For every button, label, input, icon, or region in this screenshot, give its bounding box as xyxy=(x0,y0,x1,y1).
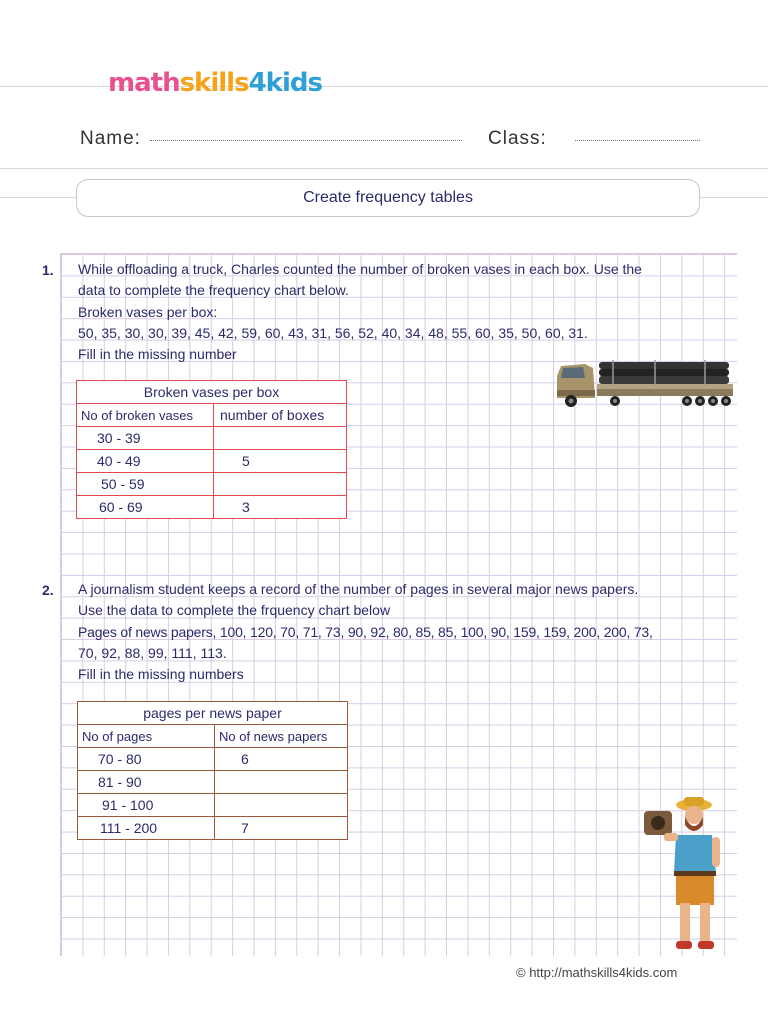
footer-url[interactable]: © http://mathskills4kids.com xyxy=(516,965,678,980)
title-rule-right xyxy=(700,197,768,198)
name-rule xyxy=(0,168,768,169)
title-rule-left xyxy=(0,197,76,198)
count-cell: 3 xyxy=(214,496,347,519)
range-cell: 81 - 90 xyxy=(78,771,215,794)
question-1-line: While offloading a truck, Charles counted the number of broken vases in each box. Use the xyxy=(78,261,642,277)
brand-logo: mathskills4kids xyxy=(108,68,322,98)
name-line xyxy=(150,140,462,141)
table-title: pages per news paper xyxy=(78,702,348,725)
question-1-text xyxy=(78,259,738,365)
count-cell xyxy=(214,427,347,450)
question-1-line: 50, 35, 30, 30, 39, 45, 42, 59, 60, 43, 31, 56, 52, 40, 34, 48, 55, 60, 35, 50, 60, 31. xyxy=(78,324,588,341)
question-1-number: 1. xyxy=(42,262,54,278)
question-1-line: Broken vases per box: xyxy=(78,303,218,320)
column-header: No of news papers xyxy=(215,725,348,748)
question-2-number: 2. xyxy=(42,582,54,598)
truck-icon xyxy=(555,354,735,412)
question-2-line: Pages of news papers, 100, 120, 70, 71, 73, 90, 92, 80, 85, 85, 100, 90, 159, 159, 200, 200, 73, xyxy=(78,623,653,640)
name-label: Name: xyxy=(80,128,141,149)
question-2-line: A journalism student keeps a record of the number of pages in several major news papers. xyxy=(78,581,639,597)
range-cell: 60 - 69 xyxy=(77,496,214,519)
column-header: No of pages xyxy=(78,725,215,748)
question-1-line: data to complete the frequency chart below. xyxy=(78,282,349,299)
question-2-text xyxy=(78,579,738,685)
range-cell: 91 - 100 xyxy=(78,794,215,817)
question-2-line: Use the data to complete the frquency chart below xyxy=(78,602,391,619)
news-papers-table xyxy=(77,701,348,840)
count-cell xyxy=(215,771,348,794)
count-cell xyxy=(214,473,347,496)
table-title: Broken vases per box xyxy=(77,381,347,404)
column-header: No of broken vases xyxy=(77,404,214,427)
count-cell xyxy=(215,794,348,817)
broken-vases-table xyxy=(76,380,347,519)
count-cell: 7 xyxy=(215,817,348,840)
class-label: Class: xyxy=(488,128,547,149)
question-2-line: 70, 92, 88, 99, 111, 113. xyxy=(78,644,227,661)
column-header: number of boxes xyxy=(214,404,347,427)
range-cell: 70 - 80 xyxy=(78,748,215,771)
range-cell: 40 - 49 xyxy=(77,450,214,473)
range-cell: 30 - 39 xyxy=(77,427,214,450)
worksheet-title: Create frequency tables xyxy=(76,179,700,217)
range-cell: 111 - 200 xyxy=(78,817,215,840)
count-cell: 5 xyxy=(214,450,347,473)
photographer-icon xyxy=(640,795,724,959)
range-cell: 50 - 59 xyxy=(77,473,214,496)
question-1-line: Fill in the missing number xyxy=(78,346,237,363)
question-2-line: Fill in the missing numbers xyxy=(78,666,244,683)
class-line xyxy=(575,140,700,141)
count-cell: 6 xyxy=(215,748,348,771)
